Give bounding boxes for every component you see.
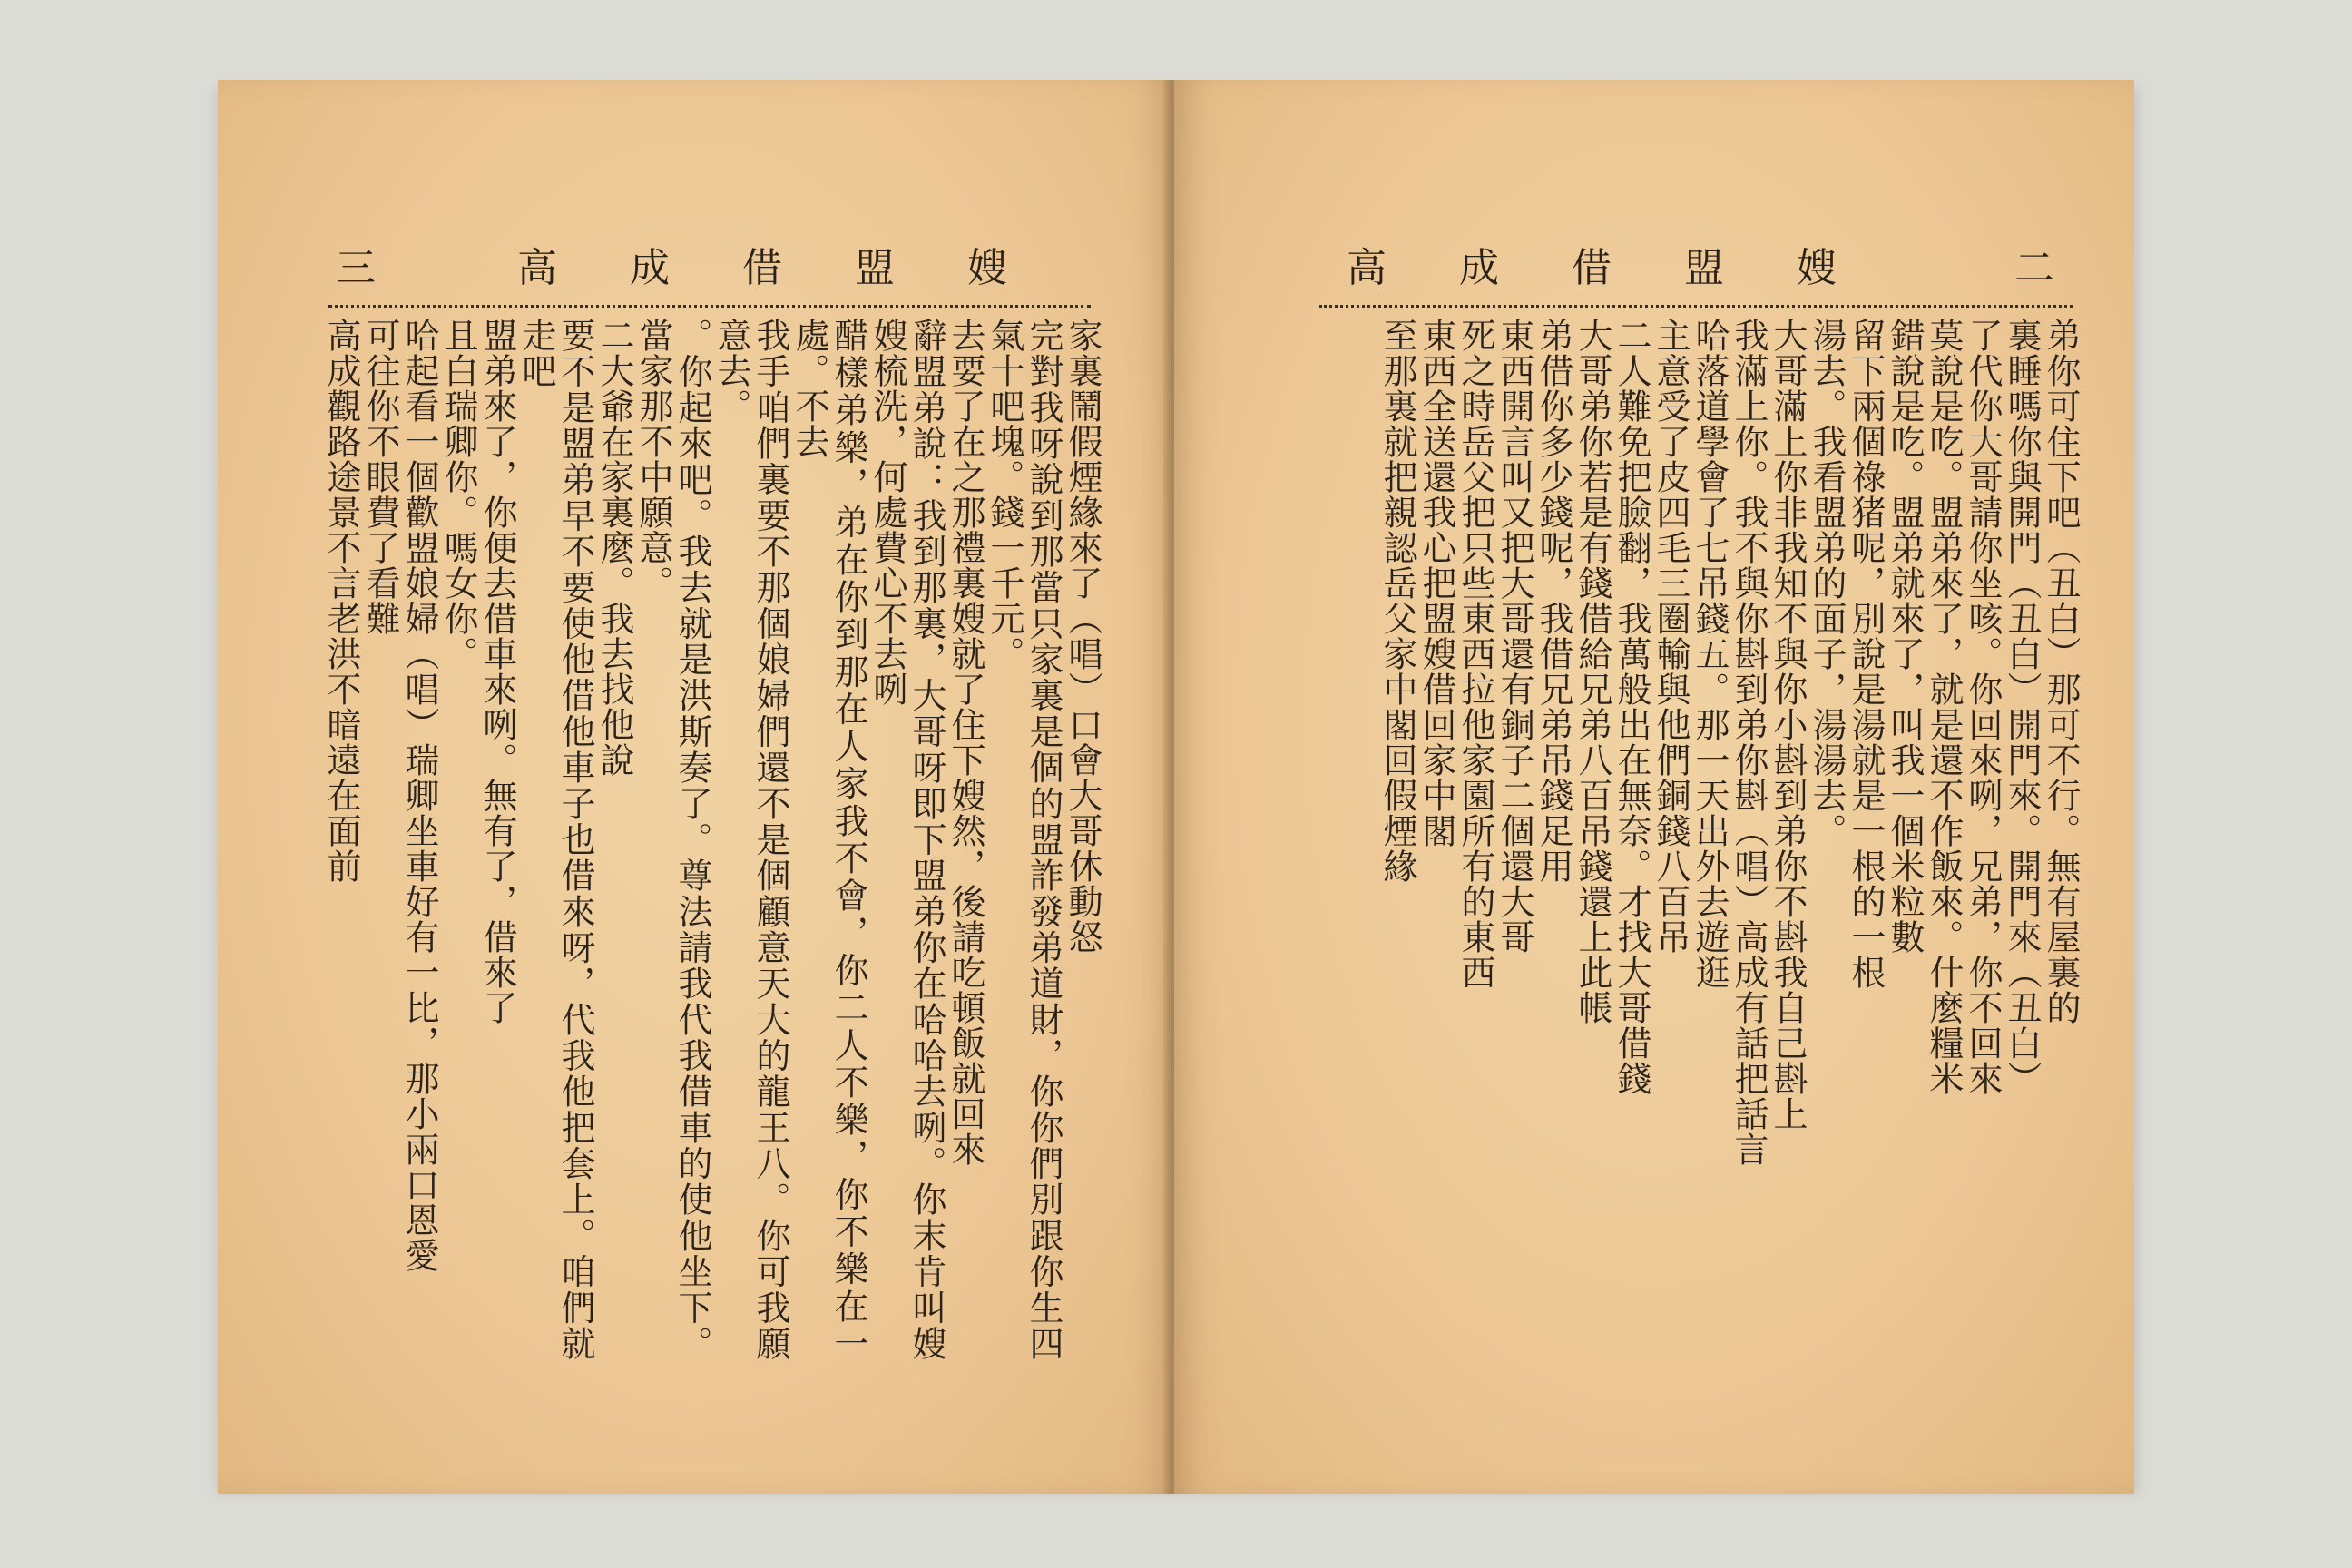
text-column: 大哥滿上你非我知不與你小斟到弟你不斟我自己斟上 [1768,318,1808,1132]
text-column: 湯去。我看盟弟的面子，湯湯去。 [1807,318,1847,848]
text-column: 醋樣弟樂，弟在你到那在人家我不會，你二人不樂，你不樂在一處。不去 [789,318,868,1361]
text-column: 至那裏就把親認岳父家中閣回假煙緣 [1377,318,1417,884]
text-column: 弟借你多少錢呢，我借兄弟吊錢足用 [1534,318,1573,884]
left-running-title: 高成借盟嫂 [517,245,1080,291]
text-column: 可往你不眼費了看難 [360,318,400,636]
left-page [218,80,1172,1494]
right-page [1174,80,2134,1494]
right-header-rule [1319,305,2073,315]
text-column: 。你起來吧。我去就是洪斯奏了。尊法請我代我借車的使他坐下。當家那不中願意。 [633,318,712,1361]
text-column: 盟弟來了，你便去借車來咧。無有了，借來了 [477,318,517,1025]
text-column: 哈落道學會了七吊錢五。那一天出外去遊逛 [1690,318,1730,990]
text-column: 東西開言叫又把大哥還有銅子二個還大哥 [1494,318,1534,955]
text-column: 莫說是吃。盟弟來了，就是還不作飯來。什麼糧米 [1924,318,1964,1096]
text-column: 高成觀路途景不言老洪不暗遠在面前 [321,318,361,884]
text-column: 且白瑞卿你。嗎女你。 [438,318,478,671]
left-page-text [321,318,1102,1361]
text-column: 了代你大哥請你坐咳。你回來咧，兄弟，你不回來 [1963,318,2003,1096]
right-page-number: 二 [2014,245,2054,291]
text-column: 東西全送還我心把盟嫂借回家中閣 [1416,318,1456,848]
text-column: 辭盟弟說：我到那裏，大哥呀即下盟弟你在哈哈去咧。你末肯叫嫂嫂梳洗，何處費心不去咧 [867,318,946,1361]
text-column: 家裏鬧假煙緣來了（唱）口會大哥休動怒 [1063,318,1102,955]
text-column: 主意受了皮四毛三圈輸與他們銅錢八百吊 [1651,318,1690,955]
text-column: 完對我呀說到那當只家裏是個的盟詐發弟道財，你你們別跟你生四氣十吧塊。錢一千元。 [985,318,1063,1361]
text-column: 要不是盟弟早不要使他借他車子也借來呀，代我他把套上。咱們就走吧 [516,318,595,1361]
text-column: 留下兩個祿猪呢，別說是湯就是一根的一根 [1846,318,1886,990]
text-column: 二人難免把臉翻，我萬般出在無奈。才找大哥借錢 [1612,318,1651,1096]
left-page-header [336,232,1080,296]
left-header-rule [328,305,1091,315]
right-page-header [1347,232,2054,296]
right-page-text [1321,318,2080,1361]
text-column: 二大爺在家裏麼。我去找他說 [594,318,634,778]
text-column: 死之時岳父把只些東西拉他家園所有的東西 [1455,318,1495,990]
left-page-number: 三 [336,245,376,291]
text-column: 我手咱們裏要不那個娘婦們還不是個顧意天大的龍王八。你可我願意去。 [711,318,790,1361]
right-running-title: 高成借盟嫂 [1347,245,1909,291]
text-column: 哈起看一個歡盟娘婦（唱）瑞卿坐車好有一比，那小兩口恩愛 [399,318,439,1273]
text-column: 錯說是吃。盟弟就來了，叫我一個米粒數 [1885,318,1925,955]
text-column: 裏睡嗎你與開門（丑白）開門來。開門來（丑白） [2002,318,2042,1096]
text-column: 大哥弟你若是有錢借給兄弟八百吊錢還上此帳 [1573,318,1612,1025]
text-column: 弟你可住下吧（丑白）那可不行。無有屋裏的 [2041,318,2081,1025]
text-column: 我滿上你。我不與你斟到弟你斟（唱）高成有話把話言 [1729,318,1769,1167]
text-column: 去要了在之那禮裏嫂就了住下嫂然，後請吃頓飯就回來 [946,318,985,1167]
